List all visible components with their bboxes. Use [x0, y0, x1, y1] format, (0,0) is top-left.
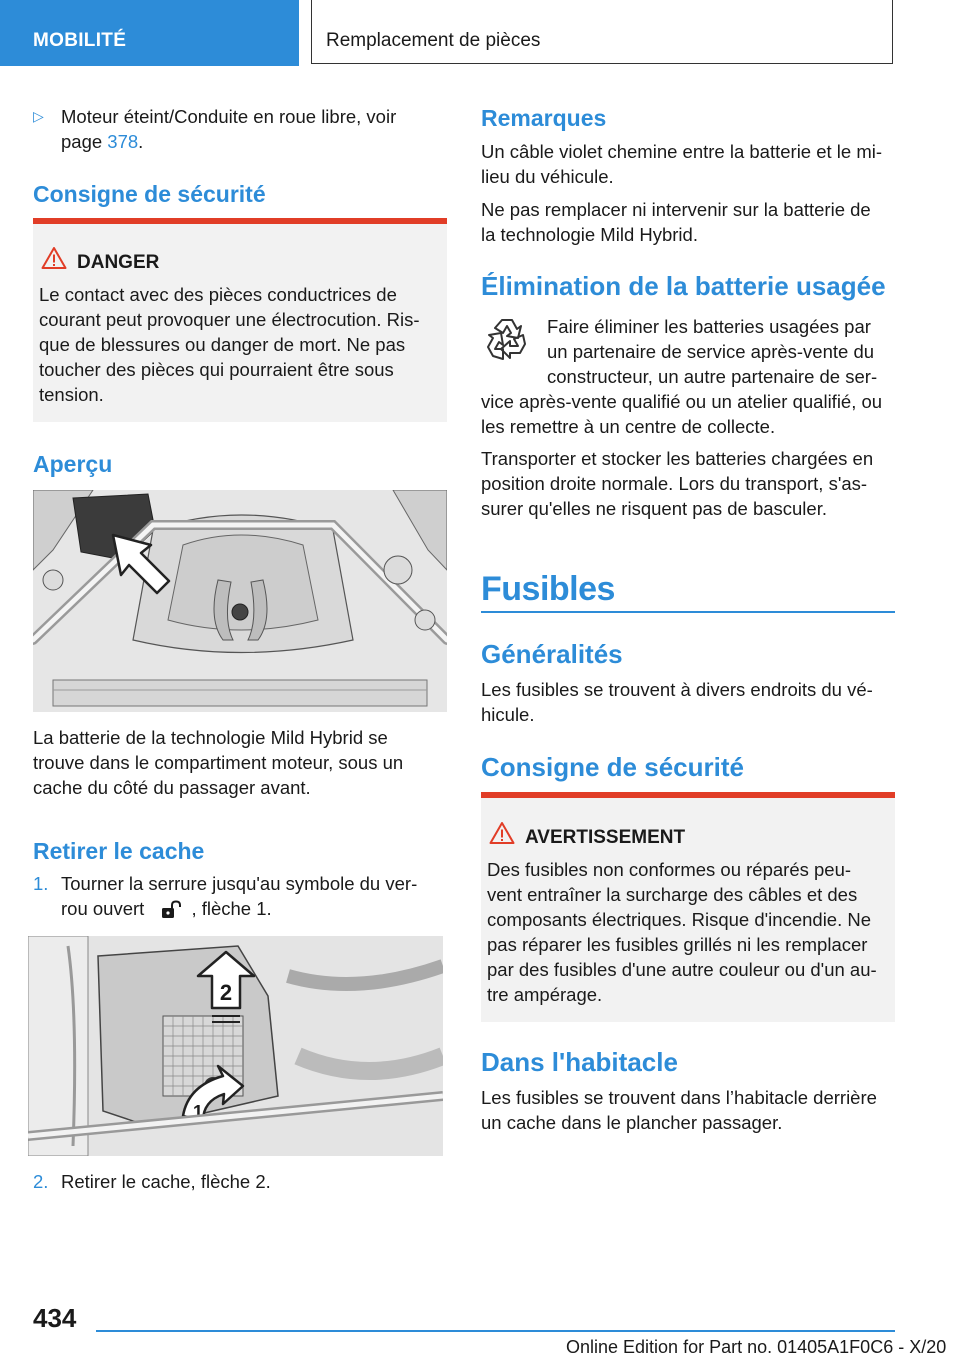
fusibles-heading: Fusibles: [481, 570, 615, 608]
step-2-number: 2.: [33, 1171, 49, 1192]
fusibles-rule: [481, 611, 895, 613]
step-1-text: Tourner la serrure jusqu'au symbole du ver- rou ouvert , flèche 1.: [61, 873, 418, 919]
step-2-text: Retirer le cache, flèche 2.: [61, 1171, 271, 1192]
apercu-heading: Aperçu: [33, 451, 113, 477]
danger-text: Le contact avec des pièces conductrices de courant peut provoquer une électrocution. Ris- que de blessures ou danger de mort. Ne pas toucher des pièces qui pourraient être sous tension.: [39, 284, 420, 405]
triangle-bullet-icon: ▷: [33, 108, 44, 124]
footer-rule: [96, 1330, 895, 1332]
footer-edition: Online Edition for Part no. 01405A1F0C6 - X/20: [566, 1337, 947, 1357]
recycling-icon: [481, 314, 533, 366]
battery-cover-image: [28, 936, 443, 1156]
warning-title: AVERTISSEMENT: [525, 827, 686, 848]
section-label: MOBILITÉ: [33, 30, 127, 51]
chapter-title: Remplacement de pièces: [326, 30, 541, 51]
step-1-number: 1.: [33, 873, 49, 894]
elimination-text-full: vice après-vente qualifié ou un atelier qualifié, ou les remettre à un centre de collecte.: [481, 391, 883, 437]
safety-heading-right: Consigne de sécurité: [481, 752, 744, 782]
elimination-heading: Élimination de la batterie usagée: [481, 271, 886, 301]
page-link[interactable]: 378: [107, 131, 139, 152]
warning-box: [481, 792, 895, 1022]
bullet-line-2: page 378.: [61, 131, 144, 152]
warning-triangle-icon: [489, 821, 515, 845]
habitacle-paragraph: Les fusibles se trouvent dans l’habitacle derrière un cache dans le plancher passager.: [481, 1087, 877, 1133]
page-number: 434: [33, 1303, 77, 1333]
chapter-box: [311, 0, 893, 64]
arrow-2-label: 2: [219, 980, 233, 1005]
bullet-item: [61, 104, 451, 154]
warning-triangle-icon: [41, 246, 67, 270]
remarques-paragraph-2: Ne pas remplacer ni intervenir sur la batterie de la technologie Mild Hybrid.: [481, 199, 871, 245]
unlock-symbol-icon: [159, 900, 185, 920]
generalites-paragraph: Les fusibles se trouvent à divers endroits du vé- hicule.: [481, 679, 873, 725]
warning-text: Des fusibles non conformes ou réparés peu- vent entraîner la surcharge des câbles et des composants électriques. Risque d'incendie. Ne pas réparer les fusibles grillés ni les remplacer par des fusibles d'une autre couleur ou d'un au- tre ampérage.: [487, 859, 877, 1005]
bullet-line-1: Moteur éteint/Conduite en roue libre, voir: [61, 106, 397, 127]
elimination-paragraph-2: Transporter et stocker les batteries chargées en position droite normale. Lors du transport, s'as- surer qu'elles ne risquent pas de basculer.: [481, 448, 874, 519]
habitacle-heading: Dans l'habitacle: [481, 1047, 678, 1077]
danger-box: [33, 218, 447, 422]
battery-paragraph: La batterie de la technologie Mild Hybrid se trouve dans le compartiment moteur, sous un cache du côté du passager avant.: [33, 727, 404, 798]
generalites-heading: Généralités: [481, 639, 623, 669]
elimination-text-indented: Faire éliminer les batteries usagées par un partenaire de service après-vente du constructeur, un autre partenaire de ser-: [547, 316, 878, 387]
arrow-1-label: 1: [192, 1102, 204, 1122]
remarques-heading: Remarques: [481, 105, 607, 131]
remarques-paragraph-1: Un câble violet chemine entre la batterie et le mi- lieu du véhicule.: [481, 141, 883, 187]
section-tab: [0, 0, 299, 66]
engine-compartment-image: [33, 490, 447, 712]
danger-title: DANGER: [77, 252, 160, 273]
retirer-heading: Retirer le cache: [33, 838, 205, 864]
safety-heading-left: Consigne de sécurité: [33, 181, 266, 207]
